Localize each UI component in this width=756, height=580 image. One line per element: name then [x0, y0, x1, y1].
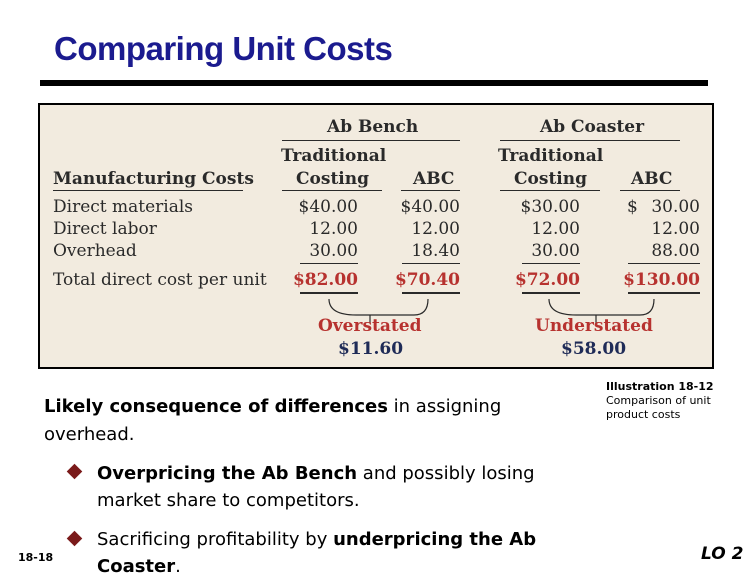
col-header-abc-bench: ABC: [413, 169, 455, 189]
bullet-item: [97, 460, 537, 514]
bullet-rest: and possibly losing market share to competitors.: [97, 463, 535, 511]
row-label: Direct materials: [53, 197, 194, 217]
cell-value: 12.00: [411, 219, 460, 239]
cell-value: 30.00: [651, 197, 700, 217]
cell-value: 88.00: [651, 241, 700, 261]
bullet-bold: Overpricing the Ab Bench: [97, 463, 358, 484]
col-header-costing-bench: Costing: [296, 169, 369, 189]
lead-rest: in assigning overhead.: [44, 396, 502, 445]
bullet-item: [97, 526, 537, 580]
col-header-traditional-coaster: Traditional: [498, 146, 604, 166]
row-label: Direct labor: [53, 219, 157, 239]
total-abc-bench: $70.40: [394, 270, 460, 290]
caption-line: Comparison of unit: [606, 394, 711, 407]
bullet-post: .: [175, 556, 181, 577]
cell-value: 12.00: [531, 219, 580, 239]
caption-title: Illustration 18-12: [606, 380, 714, 393]
total-label: Total direct cost per unit: [53, 270, 267, 290]
cell-value: 30.00: [531, 241, 580, 261]
page-title: Comparing Unit Costs: [54, 30, 393, 67]
understated-amount: $58.00: [561, 339, 627, 359]
group-header-ab-coaster: Ab Coaster: [540, 117, 645, 137]
cost-comparison-table: [38, 103, 714, 369]
cell-value: $30.00: [520, 197, 580, 217]
title-rule: [40, 80, 708, 86]
cell-value: 12.00: [651, 219, 700, 239]
page-number: 18-18: [18, 551, 54, 564]
total-trad-bench: $82.00: [292, 270, 358, 290]
cell-dollar-sign: $: [627, 197, 638, 217]
cell-value: 12.00: [309, 219, 358, 239]
lead-text: [44, 393, 524, 449]
lead-bold: Likely consequence of differences: [44, 396, 388, 417]
diamond-bullet-icon: [67, 464, 83, 480]
group-header-ab-bench: Ab Bench: [327, 117, 419, 137]
col-header-abc-coaster: ABC: [631, 169, 673, 189]
cell-value: $40.00: [298, 197, 358, 217]
overstated-label: Overstated: [318, 316, 422, 336]
understated-label: Understated: [535, 316, 653, 336]
cell-value: 30.00: [309, 241, 358, 261]
cell-value: $40.00: [400, 197, 460, 217]
bullet-bold: underpricing the Ab Coaster: [97, 529, 537, 577]
illustration-caption: [606, 380, 714, 422]
overstated-amount: $11.60: [338, 339, 404, 359]
cell-value: 18.40: [411, 241, 460, 261]
learning-objective: LO 2: [701, 544, 744, 564]
row-label: Overhead: [53, 241, 137, 261]
total-abc-coaster: $130.00: [623, 270, 700, 290]
diamond-bullet-icon: [67, 531, 83, 547]
total-trad-coaster: $72.00: [514, 270, 580, 290]
row-header-manufacturing-costs: Manufacturing Costs: [53, 169, 254, 189]
col-header-costing-coaster: Costing: [514, 169, 587, 189]
col-header-traditional-bench: Traditional: [281, 146, 387, 166]
caption-line: product costs: [606, 408, 681, 421]
bullet-pre: Sacrificing profitability by: [97, 529, 334, 550]
